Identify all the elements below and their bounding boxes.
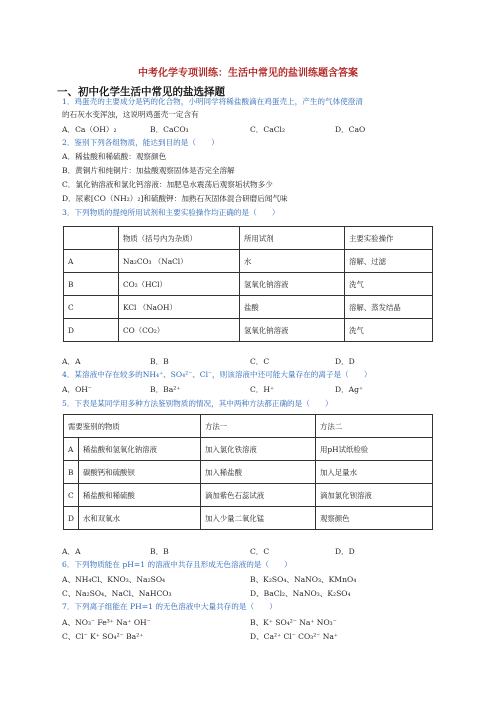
table-header-cell: 方法一	[201, 415, 316, 438]
table-cell: C	[64, 296, 119, 319]
q2-option-b: B．黄铜片和纯铜片：加盐酸观察固体是否完全溶解	[62, 166, 235, 175]
q5-table	[63, 414, 433, 530]
table-cell: 加入少量二氧化锰	[201, 507, 316, 530]
table-cell: CO₂（HCl）	[119, 273, 240, 296]
q4-option-d: D．Ag⁺	[335, 385, 364, 394]
table-cell: 碳酸钙和硫酸钡	[79, 461, 201, 484]
q7-option-a: A、NO₃⁻ Fe³⁺ Na⁺ OH⁻	[62, 618, 151, 627]
table-row	[64, 484, 433, 507]
q5-option-a: A．A	[62, 547, 81, 556]
q3-option-c: C．C	[250, 357, 270, 366]
table-row	[64, 296, 433, 319]
q1-option-a: A．Ca（OH）₂	[62, 125, 117, 134]
q6-option-d: D、BaCl₂、NaNO₃、K₂SO₄	[250, 589, 351, 598]
table-cell: D	[64, 319, 119, 342]
table-header-row	[64, 415, 433, 438]
table-header-cell	[64, 227, 119, 250]
table-cell: 观察颜色	[316, 507, 433, 530]
table-cell: 溶解、过滤	[345, 250, 433, 273]
q7-stem: 7．下列离子组能在 PH=1 的无色溶液中大量共存的是（ ）	[62, 602, 277, 611]
q4-option-c: C．H⁺	[250, 385, 275, 394]
q7-option-d: D、Ca²⁺ Cl⁻ CO₃²⁻ Na⁺	[250, 632, 338, 641]
q3-option-b: B．B	[150, 357, 169, 366]
q6-option-b: B、K₂SO₄、NaNO₃、KMnO₄	[250, 575, 357, 584]
q2-option-c: C．氯化钠溶液和氯化钙溶液：加肥皂水震荡后观察垢状物多少	[62, 180, 273, 189]
table-row	[64, 273, 433, 296]
table-cell: 水	[240, 250, 345, 273]
table-cell: C	[64, 484, 79, 507]
table-cell: KCl （NaOH）	[119, 296, 240, 319]
table-header-cell: 所用试剂	[240, 227, 345, 250]
q7-option-c: C、Cl⁻ K⁺ SO₄²⁻ Ba²⁺	[62, 632, 144, 641]
table-cell: 溶解、蒸发结晶	[345, 296, 433, 319]
table-cell: 水和双氧水	[79, 507, 201, 530]
q6-stem: 6．下列物质能在 pH=1 的溶液中共存且形成无色溶液的是（ ）	[62, 560, 292, 569]
table-cell: B	[64, 273, 119, 296]
q4-option-b: B．Ba²⁺	[150, 385, 181, 394]
table-header-cell: 需要鉴别的物质	[64, 415, 201, 438]
table-cell: 洗气	[345, 273, 433, 296]
q1-stem-line2: 的石灰水变浑浊，这说明鸡蛋壳一定含有	[62, 110, 199, 119]
section-heading: 一、初中化学生活中常见的盐选择题	[57, 86, 225, 98]
q4-stem: 4．某溶液中存在较多的NH₄⁺、SO₄²⁻、Cl⁻，则该溶液中还可能大量存在的离子是（ ）	[62, 370, 372, 379]
table-cell: 氢氧化钠溶液	[240, 273, 345, 296]
q3-table	[63, 226, 433, 342]
q5-stem: 5．下表是某同学用多种方法鉴别物质的情况，其中两种方法都正确的是（ ）	[62, 399, 333, 408]
q1-option-c: C．CaCl₂	[250, 125, 286, 134]
table-cell: B	[64, 461, 79, 484]
table-cell: 加入稀盐酸	[201, 461, 316, 484]
q7-option-b: B、K⁺ SO₄²⁻ Na⁺ NO₃⁻	[250, 618, 337, 627]
table-row	[64, 438, 433, 461]
q1-stem-line1: 1．鸡蛋壳的主要成分是钙的化合物，小明同学将稀盐酸滴在鸡蛋壳上，产生的气体使澄清	[62, 97, 363, 106]
table-cell: A	[64, 438, 79, 461]
q2-option-d: D．尿素[CO（NH₂）₂]和硫酸钾：加熟石灰固体混合研磨后闻气味	[62, 194, 288, 203]
q3-option-d: D．D	[335, 357, 355, 366]
table-cell: A	[64, 250, 119, 273]
table-row	[64, 507, 433, 530]
table-cell: Na₂CO₃ （NaCl）	[119, 250, 240, 273]
table-header-cell: 物质（括号内为杂质）	[119, 227, 240, 250]
q5-option-b: B．B	[150, 547, 169, 556]
table-header-cell: 主要实验操作	[345, 227, 433, 250]
q6-option-c: C、Na₂SO₄、NaCl、NaHCO₃	[62, 589, 172, 598]
q1-option-d: D．CaO	[335, 125, 366, 134]
table-cell: 滴加氯化钡溶液	[316, 484, 433, 507]
table-cell: 盐酸	[240, 296, 345, 319]
q5-option-d: D．D	[335, 547, 355, 556]
q6-option-a: A、NH₄Cl、KNO₃、Na₂SO₄	[62, 575, 166, 584]
page-title: 中考化学专项训练：生活中常见的盐训练题含答案	[138, 68, 358, 79]
table-cell: 稀盐酸和稀硫酸	[79, 484, 201, 507]
q2-stem: 2．鉴别下列各组物质，能达到目的是（ ）	[62, 138, 219, 147]
table-cell: 稀盐酸和氢氧化钠溶液	[79, 438, 201, 461]
table-cell: CO（CO₂）	[119, 319, 240, 342]
table-header-cell: 方法二	[316, 415, 433, 438]
q3-option-a: A．A	[62, 357, 81, 366]
table-row	[64, 250, 433, 273]
q2-option-a: A．稀盐酸和稀硫酸：观察颜色	[62, 152, 167, 161]
table-cell: 用pH试纸检验	[316, 438, 433, 461]
table-row	[64, 319, 433, 342]
q1-option-b: B．CaCO₃	[150, 125, 189, 134]
table-cell: 加入氯化铁溶液	[201, 438, 316, 461]
q4-option-a: A．OH⁻	[62, 385, 92, 394]
table-header-row	[64, 227, 433, 250]
table-cell: 加入足量水	[316, 461, 433, 484]
q3-stem: 3．下列物质的提纯所用试剂和主要实验操作均正确的是（ ）	[62, 208, 280, 217]
q5-option-c: C．C	[250, 547, 270, 556]
table-row	[64, 461, 433, 484]
table-cell: 洗气	[345, 319, 433, 342]
table-cell: 滴加紫色石蕊试液	[201, 484, 316, 507]
table-cell: D	[64, 507, 79, 530]
table-cell: 氢氧化钠溶液	[240, 319, 345, 342]
